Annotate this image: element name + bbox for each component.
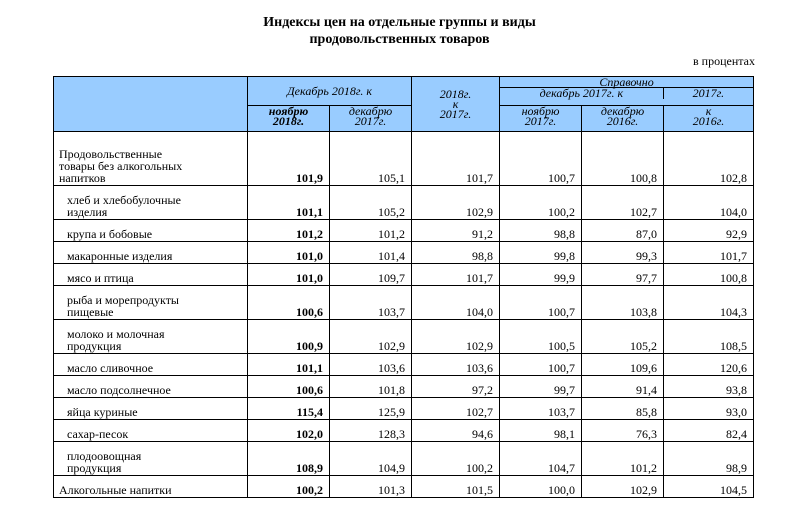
row-name	[54, 376, 248, 398]
row-value: 100,7	[500, 354, 582, 376]
table-row	[54, 476, 754, 498]
header-col-nov2018-l2: 2018г.	[272, 114, 305, 128]
table-header	[54, 77, 754, 132]
header-group-dec2018: Декабрь 2018г. к	[248, 77, 412, 106]
header-col-dec2017	[330, 106, 412, 132]
row-name-line: напитков	[59, 171, 106, 185]
table-row	[54, 398, 754, 420]
table-row	[54, 354, 754, 376]
header-col-ref-dec2016	[582, 106, 664, 132]
row-value: 76,3	[582, 420, 664, 442]
page-title	[0, 14, 799, 48]
header-col-ref-nov2017-l2: 2017г.	[524, 114, 557, 128]
row-name	[54, 286, 248, 320]
row-value: 101,7	[412, 132, 500, 186]
table-row	[54, 264, 754, 286]
header-col-ref-dec2016-l1: декабрю	[600, 104, 645, 118]
row-value: 101,1	[248, 186, 330, 220]
row-value: 102,9	[412, 320, 500, 354]
header-subgroup-dec2017: декабрь 2017г. к	[500, 88, 664, 99]
row-value: 98,1	[500, 420, 582, 442]
header-col-dec2017-l1: декабрю	[348, 104, 393, 118]
header-col-nov2018	[248, 106, 330, 132]
row-name-line: сахар-песок	[67, 427, 129, 441]
row-value: 101,1	[248, 354, 330, 376]
row-value: 109,7	[330, 264, 412, 286]
row-name	[54, 242, 248, 264]
row-value: 98,9	[664, 442, 754, 476]
table-row	[54, 420, 754, 442]
row-value: 101,2	[330, 220, 412, 242]
row-value: 108,5	[664, 320, 754, 354]
row-value: 101,9	[248, 132, 330, 186]
row-name	[54, 186, 248, 220]
row-name-line: мясо и птица	[67, 271, 134, 285]
table-row	[54, 442, 754, 476]
table-row	[54, 286, 754, 320]
header-col-2017-l2: к	[705, 104, 712, 118]
row-name-line: Алкогольные напитки	[59, 483, 172, 497]
row-value: 105,2	[330, 186, 412, 220]
row-value: 91,4	[582, 376, 664, 398]
row-name-line: продукция	[67, 461, 122, 475]
header-col-ref-dec2016-l2: 2016г.	[606, 114, 639, 128]
row-name	[54, 442, 248, 476]
table-body	[54, 132, 754, 498]
row-value: 104,3	[664, 286, 754, 320]
row-value: 104,0	[412, 286, 500, 320]
row-name-line: молоко и молочная	[67, 327, 165, 341]
row-value: 85,8	[582, 398, 664, 420]
row-value: 101,2	[248, 220, 330, 242]
row-value: 100,8	[582, 132, 664, 186]
title-line-1: Индексы цен на отдельные группы и виды	[263, 15, 536, 30]
row-value: 99,9	[500, 264, 582, 286]
row-value: 91,2	[412, 220, 500, 242]
row-name	[54, 320, 248, 354]
header-col-2017-l1: 2017г.	[692, 86, 725, 100]
row-value: 103,6	[412, 354, 500, 376]
table-row	[54, 242, 754, 264]
header-name-cell	[54, 77, 248, 132]
row-value: 100,6	[248, 286, 330, 320]
table-row	[54, 376, 754, 398]
row-value: 108,9	[248, 442, 330, 476]
row-value: 101,8	[330, 376, 412, 398]
row-name-line: яйца куриные	[67, 405, 138, 419]
row-value: 99,3	[582, 242, 664, 264]
row-name	[54, 220, 248, 242]
row-name-line: масло сливочное	[67, 361, 154, 375]
row-name-line: пищевые	[67, 305, 114, 319]
row-value: 100,0	[500, 476, 582, 498]
row-value: 87,0	[582, 220, 664, 242]
row-value: 101,0	[248, 242, 330, 264]
row-value: 102,8	[664, 132, 754, 186]
row-value: 100,9	[248, 320, 330, 354]
table-row	[54, 320, 754, 354]
row-name-line: продукция	[67, 339, 122, 353]
table-row	[54, 186, 754, 220]
row-value: 101,7	[412, 264, 500, 286]
row-value: 100,7	[500, 132, 582, 186]
table-row	[54, 132, 754, 186]
row-value: 128,3	[330, 420, 412, 442]
header-col-2018	[412, 77, 500, 132]
header-col-2018-l2: к	[452, 97, 459, 111]
row-value: 102,9	[330, 320, 412, 354]
row-value: 99,7	[500, 376, 582, 398]
row-value: 100,6	[248, 376, 330, 398]
row-value: 103,7	[500, 398, 582, 420]
row-value: 100,8	[664, 264, 754, 286]
row-value: 100,2	[412, 442, 500, 476]
row-value: 98,8	[500, 220, 582, 242]
row-name	[54, 398, 248, 420]
row-name	[54, 476, 248, 498]
unit-label: в процентах	[693, 54, 755, 68]
row-name-line: хлеб и хлебобулочные	[67, 193, 181, 207]
row-value: 102,7	[582, 186, 664, 220]
row-name-line: масло подсолнечное	[67, 383, 171, 397]
row-value: 102,9	[582, 476, 664, 498]
row-value: 102,0	[248, 420, 330, 442]
row-value: 100,7	[500, 286, 582, 320]
header-col-2018-l1: 2018г.	[439, 87, 472, 101]
header-col-2017	[664, 106, 754, 132]
header-col-ref-nov2017	[500, 106, 582, 132]
row-value: 105,1	[330, 132, 412, 186]
header-col-ref-nov2017-l1: ноябрю	[521, 104, 560, 118]
row-value: 103,8	[582, 286, 664, 320]
row-value: 125,9	[330, 398, 412, 420]
row-value: 104,0	[664, 186, 754, 220]
row-value: 102,9	[412, 186, 500, 220]
header-col-nov2018-l1: ноябрю	[268, 104, 309, 118]
row-value: 97,2	[412, 376, 500, 398]
header-group-reference	[500, 77, 754, 106]
row-value: 100,2	[248, 476, 330, 498]
row-value: 100,5	[500, 320, 582, 354]
table-row	[54, 220, 754, 242]
row-name-line: изделия	[67, 205, 108, 219]
header-col-2018-l3: 2017г.	[439, 107, 472, 121]
row-value: 94,6	[412, 420, 500, 442]
row-value: 101,0	[248, 264, 330, 286]
header-col-2017-l3: 2016г.	[692, 114, 725, 128]
header-col-dec2017-l2: 2017г.	[354, 114, 387, 128]
row-value: 101,2	[582, 442, 664, 476]
row-name-line: рыба и морепродукты	[67, 293, 179, 307]
row-value: 104,9	[330, 442, 412, 476]
row-value: 101,3	[330, 476, 412, 498]
row-value: 99,8	[500, 242, 582, 264]
row-value: 104,5	[664, 476, 754, 498]
row-value: 98,8	[412, 242, 500, 264]
header-reference-label: Справочно	[500, 77, 753, 88]
row-name	[54, 420, 248, 442]
row-name-line: макаронные изделия	[67, 249, 173, 263]
row-name	[54, 132, 248, 186]
row-value: 103,7	[330, 286, 412, 320]
row-value: 103,6	[330, 354, 412, 376]
row-value: 101,4	[330, 242, 412, 264]
row-name	[54, 264, 248, 286]
row-value: 109,6	[582, 354, 664, 376]
row-value: 82,4	[664, 420, 754, 442]
row-name-line: плодоовощная	[67, 449, 142, 463]
row-name-line: крупа и бобовые	[67, 227, 153, 241]
row-value: 100,2	[500, 186, 582, 220]
row-value: 101,7	[664, 242, 754, 264]
row-value: 93,8	[664, 376, 754, 398]
row-value: 115,4	[248, 398, 330, 420]
row-name-line: Продовольственные	[59, 147, 163, 161]
row-value: 101,5	[412, 476, 500, 498]
row-name	[54, 354, 248, 376]
row-value: 102,7	[412, 398, 500, 420]
row-value: 120,6	[664, 354, 754, 376]
title-line-2: продовольственных товаров	[309, 32, 490, 47]
row-value: 93,0	[664, 398, 754, 420]
row-value: 105,2	[582, 320, 664, 354]
row-value: 92,9	[664, 220, 754, 242]
row-name-line: товары без алкогольных	[59, 159, 183, 173]
row-value: 97,7	[582, 264, 664, 286]
row-value: 104,7	[500, 442, 582, 476]
price-index-table	[53, 76, 754, 498]
